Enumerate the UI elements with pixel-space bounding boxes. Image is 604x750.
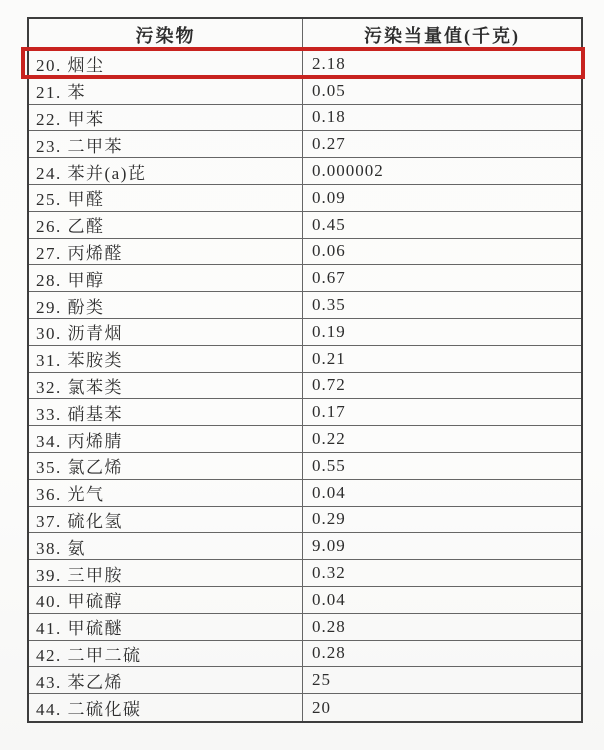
equivalent-value-cell: 0.27 [312,134,346,154]
equivalent-value-cell: 0.09 [312,187,346,207]
equivalent-value-cell: 0.05 [312,80,346,100]
pollutant-cell: 21. 苯 [29,78,303,104]
table-row [29,426,581,453]
table-header-row [29,19,581,51]
table-row [29,694,581,721]
pollutant-cell: 31. 苯胺类 [29,346,303,372]
table-row [29,105,581,132]
equivalent-value-cell: 20 [312,697,331,717]
pollutant-cell: 23. 二甲苯 [29,131,303,157]
table-row [29,480,581,507]
pollutant-cell: 32. 氯苯类 [29,373,303,399]
pollutant-cell: 22. 甲苯 [29,105,303,131]
equivalent-value-cell: 9.09 [312,536,346,556]
table-row [29,346,581,373]
pollutant-cell: 25. 甲醛 [29,185,303,211]
table-row [29,560,581,587]
pollutant-cell: 26. 乙醛 [29,212,303,238]
pollutant-cell: 28. 甲醇 [29,265,303,291]
equivalent-value-cell: 25 [312,670,331,690]
pollutant-cell: 42. 二甲二硫 [29,641,303,667]
equivalent-value-cell: 0.19 [312,321,346,341]
table-row [29,641,581,668]
pollutant-cell: 38. 氨 [29,533,303,559]
pollutant-cell: 24. 苯并(a)芘 [29,158,303,184]
equivalent-value-cell: 0.55 [312,455,346,475]
equivalent-value-cell: 0.22 [312,429,346,449]
pollutant-cell: 30. 沥青烟 [29,319,303,345]
equivalent-value-cell: 0.04 [312,482,346,502]
table-row [29,533,581,560]
pollutant-cell: 41. 甲硫醚 [29,614,303,640]
table-row [29,78,581,105]
pollutant-cell: 35. 氯乙烯 [29,453,303,479]
table-row [29,292,581,319]
pollutant-cell: 40. 甲硫醇 [29,587,303,613]
column-header-equivalent-value: 污染当量值(千克) [364,25,520,46]
equivalent-value-cell: 0.32 [312,563,346,583]
table-row-highlighted [29,51,581,78]
pollutant-cell: 29. 酚类 [29,292,303,318]
equivalent-value-cell: 0.28 [312,643,346,663]
table-row [29,453,581,480]
table-row [29,614,581,641]
equivalent-value-cell: 0.17 [312,402,346,422]
table-row [29,185,581,212]
pollutant-cell: 36. 光气 [29,480,303,506]
pollutant-cell: 33. 硝基苯 [29,399,303,425]
table-body [29,51,581,721]
equivalent-value-cell: 0.18 [312,107,346,127]
equivalent-value-cell: 0.21 [312,348,346,368]
equivalent-value-cell: 0.67 [312,268,346,288]
table-row [29,399,581,426]
table-row [29,319,581,346]
pollutant-cell: 20. 烟尘 [29,51,303,77]
equivalent-value-cell: 0.45 [312,214,346,234]
table-row [29,131,581,158]
equivalent-value-cell: 2.18 [312,53,346,73]
column-header-pollutant: 污染物 [29,19,303,50]
equivalent-value-cell: 0.000002 [312,161,384,181]
pollutant-cell: 27. 丙烯醛 [29,239,303,265]
pollutant-cell: 39. 三甲胺 [29,560,303,586]
equivalent-value-cell: 0.72 [312,375,346,395]
pollutant-cell: 43. 苯乙烯 [29,667,303,693]
table-row [29,212,581,239]
equivalent-value-cell: 0.04 [312,589,346,609]
equivalent-value-cell: 0.35 [312,295,346,315]
equivalent-value-cell: 0.06 [312,241,346,261]
pollutant-equivalent-table [27,17,583,723]
table-row [29,158,581,185]
table-row [29,373,581,400]
equivalent-value-cell: 0.29 [312,509,346,529]
equivalent-value-cell: 0.28 [312,616,346,636]
table-row [29,507,581,534]
table-row [29,265,581,292]
pollutant-cell: 34. 丙烯腈 [29,426,303,452]
table-row [29,587,581,614]
pollutant-cell: 44. 二硫化碳 [29,694,303,721]
table-row [29,667,581,694]
pollutant-cell: 37. 硫化氢 [29,507,303,533]
table-row [29,239,581,266]
